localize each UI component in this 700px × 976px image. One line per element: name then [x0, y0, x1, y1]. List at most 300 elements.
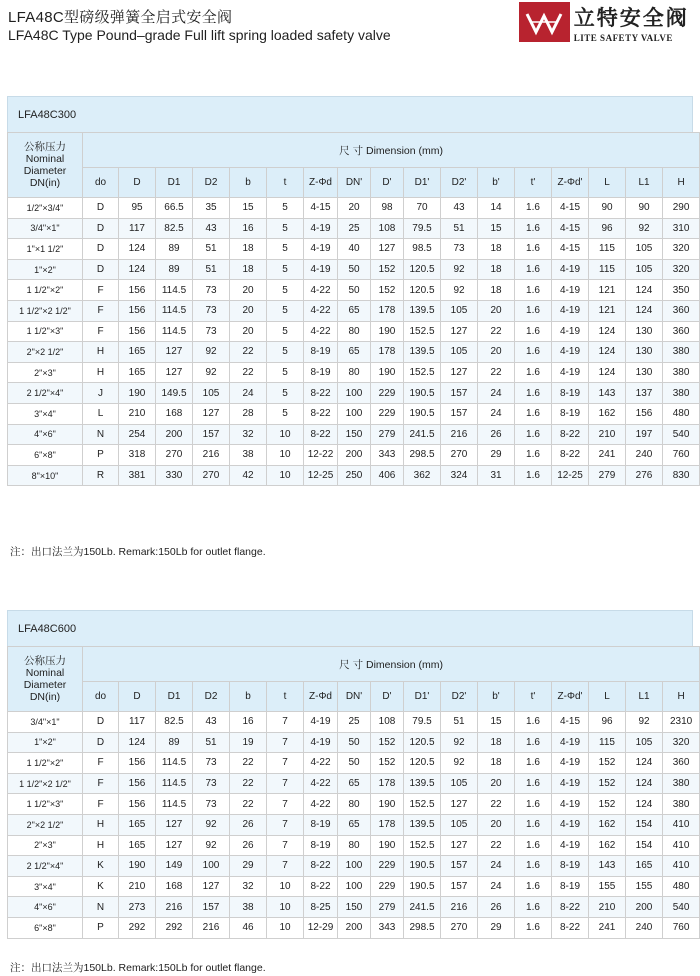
table-cell: 4-19	[552, 835, 589, 856]
table-cell: 229	[371, 383, 404, 404]
nominal-diameter-cell: 1"×2"	[8, 732, 83, 753]
table-row	[8, 835, 700, 856]
nominal-diameter-cell: 1 1/2"×2 1/2"	[8, 300, 83, 321]
table-cell: 22	[230, 753, 267, 774]
column-header: L1	[626, 682, 663, 712]
table-cell: 20	[478, 342, 515, 363]
logo-english-text: LITE SAFETY VALVE	[573, 32, 673, 43]
table-cell: 51	[441, 712, 478, 733]
table-cell: 298.5	[404, 917, 441, 938]
table-cell: 276	[626, 465, 663, 486]
table-cell: 105	[441, 300, 478, 321]
table-cell: 7	[267, 773, 304, 794]
dimension-table	[7, 132, 700, 486]
table-cell: 100	[338, 856, 371, 877]
table-cell: 165	[119, 835, 156, 856]
page-header	[0, 0, 700, 50]
table-cell: 279	[371, 897, 404, 918]
table-cell: 96	[589, 218, 626, 239]
table-cell: 92	[441, 732, 478, 753]
table-cell: 4-15	[552, 198, 589, 219]
nominal-diameter-cell: 2"×2 1/2"	[8, 814, 83, 835]
table-cell: 254	[119, 424, 156, 445]
column-header: L1	[626, 168, 663, 198]
table-cell: 24	[230, 383, 267, 404]
table-cell: 165	[119, 814, 156, 835]
table-cell: 1.6	[515, 362, 552, 383]
table-cell: 73	[193, 773, 230, 794]
table-cell: 139.5	[404, 300, 441, 321]
table-cell: D	[83, 218, 119, 239]
table-cell: 190	[371, 362, 404, 383]
table-row	[8, 280, 700, 301]
table-cell: 130	[626, 321, 663, 342]
table-cell: 200	[626, 897, 663, 918]
table-cell: 1.6	[515, 342, 552, 363]
table-cell: 540	[663, 897, 700, 918]
table-cell: 1.6	[515, 198, 552, 219]
table-cell: 1.6	[515, 445, 552, 466]
table-cell: 216	[441, 424, 478, 445]
nominal-diameter-cell: 3"×4"	[8, 876, 83, 897]
brand-logo	[519, 2, 691, 42]
table-cell: 12-29	[304, 917, 338, 938]
table-cell: K	[83, 876, 119, 897]
column-header: D'	[371, 168, 404, 198]
table-cell: 92	[441, 259, 478, 280]
table-cell: 124	[626, 753, 663, 774]
table-cell: 178	[371, 342, 404, 363]
table-cell: 105	[193, 383, 230, 404]
table-cell: 124	[119, 732, 156, 753]
logo-mark-icon	[519, 2, 570, 42]
table-row	[8, 917, 700, 938]
table-cell: 14	[478, 198, 515, 219]
table-cell: 18	[478, 259, 515, 280]
table-cell: 22	[230, 773, 267, 794]
table-cell: 343	[371, 445, 404, 466]
table-cell: 178	[371, 814, 404, 835]
column-header: L	[589, 682, 626, 712]
table-cell: 139.5	[404, 342, 441, 363]
table-cell: 240	[626, 917, 663, 938]
table-cell: 100	[193, 856, 230, 877]
table-cell: 4-19	[552, 773, 589, 794]
table-cell: 165	[119, 362, 156, 383]
nominal-diameter-cell: 4"×6"	[8, 897, 83, 918]
table-cell: 298.5	[404, 445, 441, 466]
table-cell: 760	[663, 445, 700, 466]
table-cell: 15	[478, 218, 515, 239]
table-cell: 157	[441, 856, 478, 877]
table-cell: 279	[589, 465, 626, 486]
table-row	[8, 321, 700, 342]
table-cell: 8-19	[552, 876, 589, 897]
table-cell: 80	[338, 362, 371, 383]
table-cell: 15	[478, 712, 515, 733]
table-cell: 114.5	[156, 321, 193, 342]
table-cell: 330	[156, 465, 193, 486]
table-cell: 114.5	[156, 280, 193, 301]
remark-note: 注：出口法兰为150Lb. Remark:150Lb for outlet flange.	[10, 546, 266, 558]
column-header: L	[589, 168, 626, 198]
table-cell: 43	[441, 198, 478, 219]
table-cell: 155	[589, 876, 626, 897]
table-cell: 65	[338, 814, 371, 835]
column-header: D2	[193, 682, 230, 712]
table-cell: 1.6	[515, 856, 552, 877]
table-cell: 362	[404, 465, 441, 486]
table-cell: 210	[589, 424, 626, 445]
table-cell: 120.5	[404, 259, 441, 280]
table-cell: 210	[119, 876, 156, 897]
table-cell: 5	[267, 362, 304, 383]
table-cell: 8-22	[552, 897, 589, 918]
column-header: D1'	[404, 168, 441, 198]
nominal-diameter-cell: 3/4"×1"	[8, 712, 83, 733]
table-cell: 50	[338, 732, 371, 753]
table-cell: F	[83, 773, 119, 794]
table-cell: 24	[478, 403, 515, 424]
table-cell: 10	[267, 445, 304, 466]
table-row	[8, 342, 700, 363]
table-cell: 4-22	[304, 794, 338, 815]
table-row	[8, 403, 700, 424]
table-cell: 124	[589, 362, 626, 383]
table-cell: 1.6	[515, 300, 552, 321]
table-cell: 190	[371, 321, 404, 342]
table-cell: 8-19	[304, 342, 338, 363]
remark-note: 注：出口法兰为150Lb. Remark:150Lb for outlet flange.	[10, 962, 266, 974]
column-header: D2'	[441, 682, 478, 712]
column-header: do	[83, 682, 119, 712]
table-cell: 124	[589, 342, 626, 363]
table-cell: 80	[338, 794, 371, 815]
table-cell: 4-19	[304, 259, 338, 280]
table-cell: 152.5	[404, 362, 441, 383]
table-cell: 50	[338, 753, 371, 774]
table-cell: 2310	[663, 712, 700, 733]
table-cell: 1.6	[515, 897, 552, 918]
table-cell: 130	[626, 342, 663, 363]
table-cell: 114.5	[156, 300, 193, 321]
table-cell: 117	[119, 712, 156, 733]
table-cell: 8-25	[304, 897, 338, 918]
table-cell: 4-22	[304, 280, 338, 301]
table-cell: 114.5	[156, 794, 193, 815]
table-cell: 92	[626, 712, 663, 733]
table-cell: 130	[626, 362, 663, 383]
column-header: Z-Φd'	[552, 168, 589, 198]
table-cell: 229	[371, 876, 404, 897]
table-cell: 89	[156, 259, 193, 280]
table-cell: 1.6	[515, 280, 552, 301]
table-row	[8, 794, 700, 815]
table-cell: 157	[193, 424, 230, 445]
table-cell: 89	[156, 239, 193, 260]
table-cell: 156	[119, 753, 156, 774]
nominal-diameter-cell: 1"×1 1/2"	[8, 239, 83, 260]
table-cell: J	[83, 383, 119, 404]
table-cell: 1.6	[515, 917, 552, 938]
table-cell: 152	[589, 794, 626, 815]
table-cell: 1.6	[515, 259, 552, 280]
table-cell: 105	[626, 732, 663, 753]
table-row	[8, 814, 700, 835]
table-cell: 20	[230, 280, 267, 301]
table-cell: 10	[267, 424, 304, 445]
table-row	[8, 218, 700, 239]
table-cell: 10	[267, 897, 304, 918]
table-cell: 92	[441, 280, 478, 301]
table-cell: 117	[119, 218, 156, 239]
table-cell: 380	[663, 362, 700, 383]
table-cell: 4-19	[552, 259, 589, 280]
column-header: DN'	[338, 168, 371, 198]
table-cell: 121	[589, 280, 626, 301]
table-cell: 8-19	[304, 835, 338, 856]
nominal-diameter-cell: 4"×6"	[8, 424, 83, 445]
table-cell: 73	[193, 280, 230, 301]
table-cell: 8-19	[304, 814, 338, 835]
table-cell: 310	[663, 218, 700, 239]
table-cell: 38	[230, 445, 267, 466]
table-cell: 162	[589, 835, 626, 856]
table-cell: 127	[156, 342, 193, 363]
table-cell: 105	[441, 814, 478, 835]
nominal-diameter-cell: 1 1/2"×3"	[8, 321, 83, 342]
table-cell: 29	[478, 445, 515, 466]
nominal-diameter-cell: 6"×8"	[8, 917, 83, 938]
table-cell: 8-19	[552, 403, 589, 424]
table-cell: 8-22	[304, 403, 338, 424]
column-header: D2'	[441, 168, 478, 198]
table-cell: 1.6	[515, 835, 552, 856]
table-cell: 156	[119, 280, 156, 301]
nominal-diameter-header: 公称压力 Nominal Diameter DN(in)	[8, 647, 83, 712]
table-cell: 19	[230, 732, 267, 753]
table-cell: 127	[441, 362, 478, 383]
table-cell: P	[83, 917, 119, 938]
column-header: D1'	[404, 682, 441, 712]
table-cell: 105	[441, 342, 478, 363]
table-cell: 79.5	[404, 218, 441, 239]
table-cell: 320	[663, 259, 700, 280]
model-label: LFA48C300	[7, 96, 693, 132]
table-cell: H	[83, 342, 119, 363]
table-cell: 26	[230, 835, 267, 856]
table-cell: 165	[626, 856, 663, 877]
table-cell: 18	[478, 753, 515, 774]
table-cell: 35	[193, 198, 230, 219]
table-cell: 190.5	[404, 856, 441, 877]
table-cell: 51	[193, 239, 230, 260]
table-cell: 124	[626, 280, 663, 301]
column-header: D1	[156, 168, 193, 198]
table-cell: 168	[156, 403, 193, 424]
table-cell: 190.5	[404, 403, 441, 424]
table-cell: 149.5	[156, 383, 193, 404]
table-cell: 8-22	[304, 876, 338, 897]
table-cell: 270	[441, 917, 478, 938]
table-row	[8, 259, 700, 280]
table-cell: 16	[230, 712, 267, 733]
table-cell: 241	[589, 917, 626, 938]
table-cell: 95	[119, 198, 156, 219]
table-cell: 178	[371, 773, 404, 794]
table-cell: 410	[663, 814, 700, 835]
table-cell: 152	[371, 280, 404, 301]
table-cell: 350	[663, 280, 700, 301]
table-cell: 190	[119, 856, 156, 877]
dimension-header: 尺 寸 Dimension (mm)	[83, 647, 700, 682]
table-cell: 273	[119, 897, 156, 918]
table-cell: 124	[119, 259, 156, 280]
table-cell: 89	[156, 732, 193, 753]
nominal-diameter-cell: 1 1/2"×2 1/2"	[8, 773, 83, 794]
column-header: D2	[193, 168, 230, 198]
table-cell: 4-19	[552, 814, 589, 835]
table-cell: 320	[663, 732, 700, 753]
table-cell: H	[83, 814, 119, 835]
table-cell: 156	[626, 403, 663, 424]
table-cell: 1.6	[515, 321, 552, 342]
table-cell: 22	[478, 362, 515, 383]
table-cell: 40	[338, 239, 371, 260]
table-cell: 178	[371, 300, 404, 321]
table-cell: 1.6	[515, 403, 552, 424]
nominal-diameter-header: 公称压力 Nominal Diameter DN(in)	[8, 133, 83, 198]
table-cell: 5	[267, 198, 304, 219]
table-cell: 124	[589, 321, 626, 342]
table-cell: 241	[589, 445, 626, 466]
column-header: b	[230, 682, 267, 712]
title-english: LFA48C Type Pound–grade Full lift spring loaded safety valve	[8, 27, 391, 43]
table-cell: 292	[119, 917, 156, 938]
table-cell: 46	[230, 917, 267, 938]
dimension-header: 尺 寸 Dimension (mm)	[83, 133, 700, 168]
table-cell: 5	[267, 259, 304, 280]
table-cell: 8-19	[304, 362, 338, 383]
table-cell: 7	[267, 753, 304, 774]
table-row	[8, 424, 700, 445]
table-cell: 22	[478, 321, 515, 342]
table-cell: 162	[589, 403, 626, 424]
table-cell: 292	[156, 917, 193, 938]
table-cell: 24	[478, 856, 515, 877]
table-cell: 90	[626, 198, 663, 219]
table-cell: 105	[441, 773, 478, 794]
table-cell: 4-19	[552, 321, 589, 342]
table-cell: 32	[230, 424, 267, 445]
table-cell: 4-19	[304, 218, 338, 239]
table-cell: 127	[371, 239, 404, 260]
table-cell: 92	[626, 218, 663, 239]
table-cell: 152	[371, 259, 404, 280]
table-row	[8, 732, 700, 753]
table-row	[8, 362, 700, 383]
nominal-diameter-cell: 2"×3"	[8, 362, 83, 383]
column-header: Z-Φd'	[552, 682, 589, 712]
table-cell: 8-19	[552, 856, 589, 877]
table-cell: 127	[156, 362, 193, 383]
table-cell: 318	[119, 445, 156, 466]
table-cell: 124	[626, 794, 663, 815]
table-cell: 5	[267, 239, 304, 260]
table-cell: 190.5	[404, 876, 441, 897]
table-cell: 8-22	[552, 917, 589, 938]
table-row	[8, 465, 700, 486]
column-header: b'	[478, 168, 515, 198]
table-block-lfa48c300	[7, 96, 693, 486]
table-cell: F	[83, 794, 119, 815]
table-row	[8, 383, 700, 404]
table-cell: 92	[193, 342, 230, 363]
table-cell: 28	[230, 403, 267, 424]
table-cell: D	[83, 732, 119, 753]
table-cell: 127	[193, 403, 230, 424]
table-cell: F	[83, 300, 119, 321]
table-cell: 229	[371, 856, 404, 877]
table-cell: P	[83, 445, 119, 466]
table-cell: 127	[441, 321, 478, 342]
table-cell: 105	[626, 259, 663, 280]
table-cell: 410	[663, 856, 700, 877]
nominal-diameter-cell: 1 1/2"×3"	[8, 794, 83, 815]
column-header: t'	[515, 682, 552, 712]
table-cell: 200	[338, 445, 371, 466]
table-cell: 4-19	[304, 732, 338, 753]
table-cell: 150	[338, 897, 371, 918]
column-header: D	[119, 168, 156, 198]
table-cell: 18	[230, 239, 267, 260]
table-cell: 31	[478, 465, 515, 486]
table-cell: 108	[371, 712, 404, 733]
table-cell: 5	[267, 280, 304, 301]
table-cell: 18	[230, 259, 267, 280]
column-header: H	[663, 682, 700, 712]
table-cell: 1.6	[515, 732, 552, 753]
table-cell: 51	[441, 218, 478, 239]
table-cell: 29	[478, 917, 515, 938]
table-cell: D	[83, 239, 119, 260]
table-cell: 4-22	[304, 300, 338, 321]
nominal-diameter-cell: 1"×2"	[8, 259, 83, 280]
table-cell: 12-25	[304, 465, 338, 486]
table-cell: N	[83, 897, 119, 918]
table-cell: 92	[193, 835, 230, 856]
table-cell: 4-19	[552, 794, 589, 815]
table-cell: 73	[193, 794, 230, 815]
table-cell: 24	[478, 383, 515, 404]
table-cell: 65	[338, 300, 371, 321]
nominal-diameter-cell: 1 1/2"×2"	[8, 280, 83, 301]
table-cell: 7	[267, 814, 304, 835]
table-cell: 73	[193, 300, 230, 321]
table-cell: 380	[663, 342, 700, 363]
table-cell: 8-22	[304, 856, 338, 877]
table-cell: 24	[478, 876, 515, 897]
table-cell: 115	[589, 259, 626, 280]
table-cell: 22	[478, 835, 515, 856]
column-header: t	[267, 682, 304, 712]
table-cell: 216	[156, 897, 193, 918]
table-cell: 190	[371, 794, 404, 815]
table-cell: 51	[193, 732, 230, 753]
table-cell: 156	[119, 321, 156, 342]
table-cell: 7	[267, 732, 304, 753]
table-cell: 216	[193, 445, 230, 466]
